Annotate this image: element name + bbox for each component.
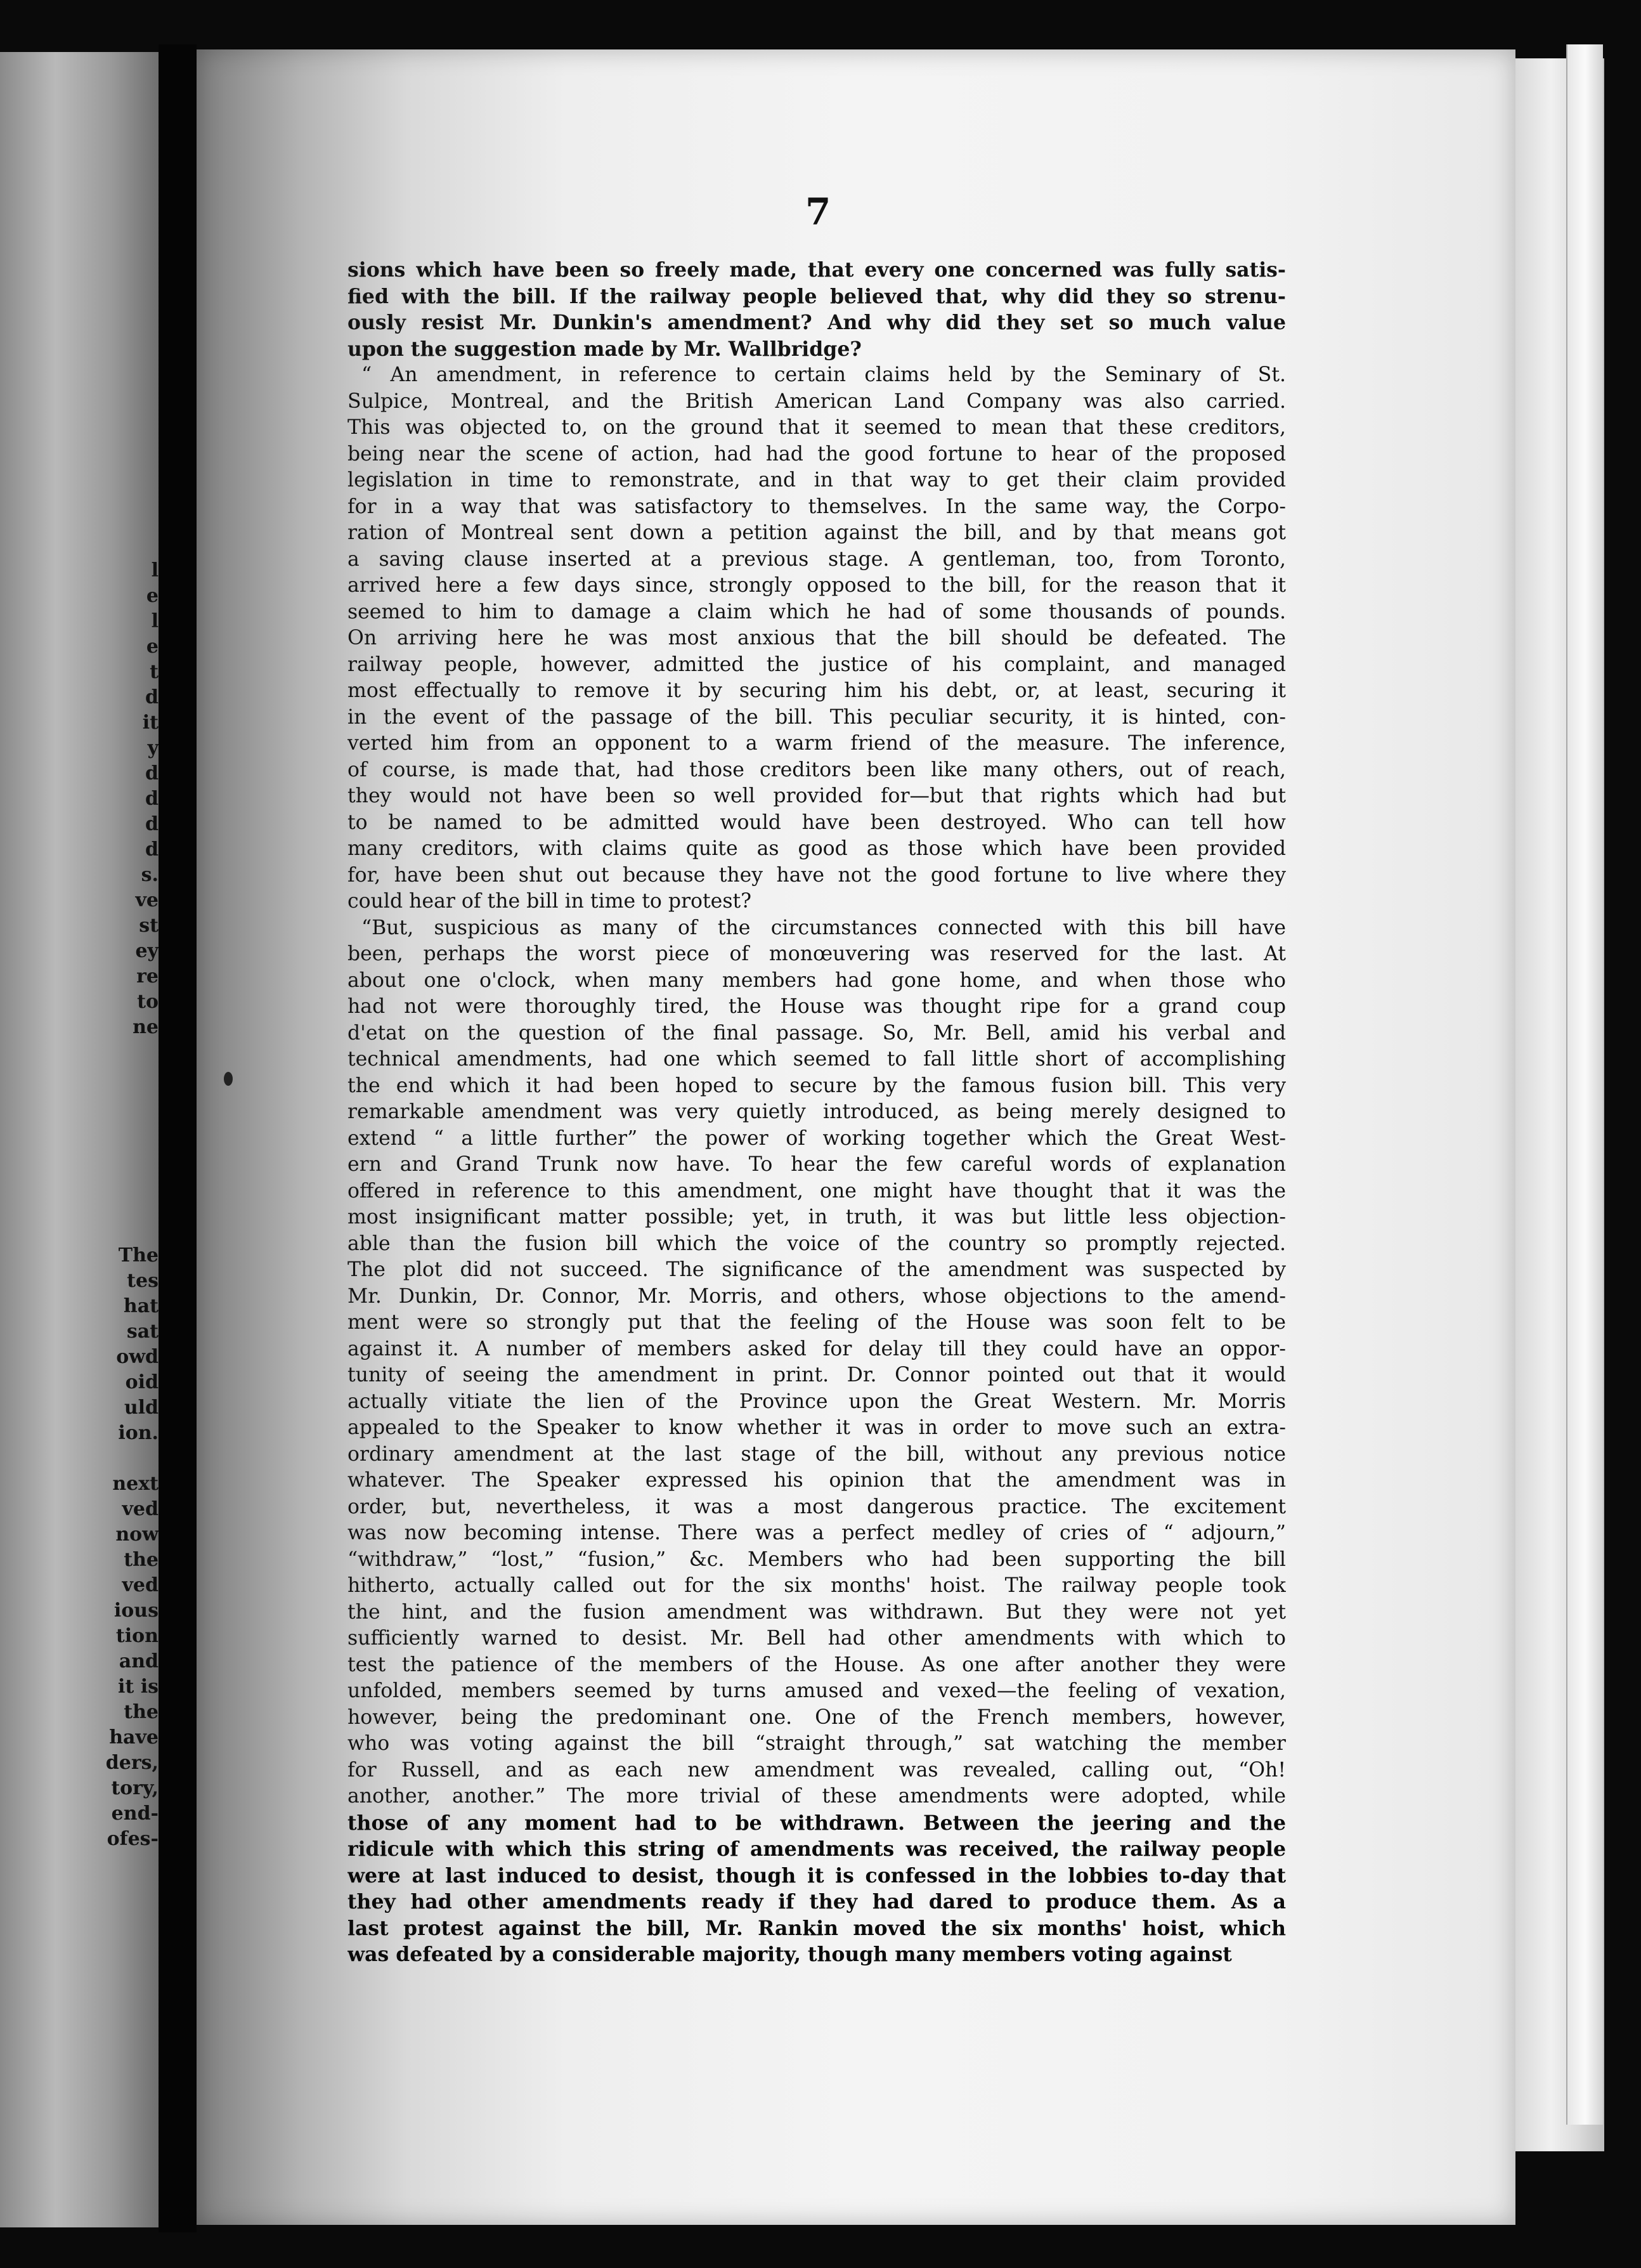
facing-page-fragment xyxy=(95,1167,159,1192)
facing-page-fragment xyxy=(95,1040,159,1066)
text-line: who was voting against the bill “straight through,” sat watching the member xyxy=(347,1732,1286,1755)
facing-page-fragment: hat xyxy=(123,1295,159,1317)
text-line: d'etat on the question of the final passage. So, Mr. Bell, amid his verbal and xyxy=(347,1021,1286,1045)
facing-page-fragment xyxy=(95,1142,159,1167)
text-line: those of any moment had to be withdrawn. Between the jeering and the xyxy=(347,1811,1286,1835)
facing-page-fragment: it xyxy=(142,712,159,734)
text-line: actually vitiate the lien of the Province upon the Great Western. Mr. Morris xyxy=(347,1390,1286,1413)
facing-page-fragment: sat xyxy=(126,1320,159,1343)
text-line: “But, suspicious as many of the circumstances connected with this bill have xyxy=(361,916,1286,939)
paragraph xyxy=(347,362,1286,915)
text-line: to be named to be admitted would have been destroyed. Who can tell how xyxy=(347,811,1286,834)
facing-page-fragment: uld xyxy=(124,1397,159,1419)
facing-page-fragment xyxy=(95,1192,159,1218)
facing-page-fragment: to xyxy=(137,991,159,1013)
text-line: ridicule with which this string of amendments was received, the railway people xyxy=(347,1837,1286,1861)
facing-page-fragment: d xyxy=(145,788,159,810)
facing-page-fragment: ne xyxy=(133,1016,159,1038)
text-line: sions which have been so freely made, that every one concerned was fully satis- xyxy=(347,258,1286,282)
text-line: verted him from an opponent to a warm friend of the measure. The inference, xyxy=(347,732,1286,755)
text-line: another, another.” The more trivial of these amendments were adopted, while xyxy=(347,1785,1286,1808)
text-line: last protest against the bill, Mr. Rankin moved the six months' hoist, which xyxy=(347,1916,1286,1940)
text-line: ously resist Mr. Dunkin's amendment? And why did they set so much value xyxy=(347,311,1286,334)
text-line: most insignificant matter possible; yet, in truth, it was but little less objection- xyxy=(347,1206,1286,1228)
facing-page-fragment: st xyxy=(139,915,159,937)
text-line: railway people, however, admitted the justice of his complaint, and managed xyxy=(347,653,1286,676)
text-line: were at last induced to desist, though it is confessed in the lobbies to-day that xyxy=(347,1863,1286,1887)
text-line: seemed to him to damage a claim which he had of some thousands of pounds. xyxy=(347,600,1286,623)
text-line: extend “ a little further” the power of working together which the Great West- xyxy=(347,1126,1286,1150)
facing-page-fragment: ders, xyxy=(105,1752,159,1774)
facing-page-fragment: ved xyxy=(122,1498,159,1520)
text-line: arrived here a few days since, strongly opposed to the bill, for the reason that it xyxy=(347,574,1286,597)
facing-page-fragment: d xyxy=(145,838,159,861)
facing-page-fragment: tion xyxy=(115,1625,159,1647)
text-line: hitherto, actually called out for the six months' hoist. The railway people took xyxy=(347,1574,1286,1597)
article-text xyxy=(347,257,1286,1968)
text-line: being near the scene of action, had had the good fortune to hear of the proposed xyxy=(347,442,1286,466)
text-line: ordinary amendment at the last stage of the bill, without any previous notice xyxy=(347,1442,1286,1466)
facing-page-fragment: end- xyxy=(111,1802,159,1825)
facing-page-fragment: tes xyxy=(127,1270,159,1292)
text-line: ration of Montreal sent down a petition against the bill, and by that means got xyxy=(347,521,1286,544)
facing-page-fragment xyxy=(95,1218,159,1243)
text-line: whatever. The Speaker expressed his opinion that the amendment was in xyxy=(347,1469,1286,1492)
page-number: 7 xyxy=(805,190,831,233)
text-line: most effectually to remove it by securing him his debt, or, at least, securing it xyxy=(347,679,1286,702)
facing-page-fragment: and xyxy=(119,1650,159,1672)
facing-page-fragment: d xyxy=(145,762,159,785)
text-line: was now becoming intense. There was a perfect medley of cries of “ adjourn,” xyxy=(347,1522,1286,1544)
book-gutter xyxy=(159,44,197,2232)
facing-page-fragment: oid xyxy=(125,1371,159,1393)
text-line: “ An amendment, in reference to certain claims held by the Seminary of St. xyxy=(361,363,1286,386)
facing-page-fragment xyxy=(95,1116,159,1142)
facing-page-fragment: d xyxy=(145,813,159,835)
text-line: was defeated by a considerable majority, though many members voting against xyxy=(347,1943,1232,1966)
facing-page-fragment: ofes- xyxy=(107,1828,159,1850)
text-line: been, perhaps the worst piece of monœuvering was reserved for the last. At xyxy=(347,942,1286,965)
text-line: for Russell, and as each new amendment was revealed, calling out, “Oh! xyxy=(347,1758,1286,1782)
text-line: they had other amendments ready if they had dared to produce them. As a xyxy=(347,1890,1286,1913)
text-line: This was objected to, on the ground that it seemed to mean that these creditors, xyxy=(347,416,1286,439)
facing-page-fragment: ion. xyxy=(118,1422,159,1444)
text-line: The plot did not succeed. The significance of the amendment was suspected by xyxy=(347,1258,1286,1281)
facing-page-fragment: t xyxy=(150,661,159,683)
text-line: however, being the predominant one. One of the French members, however, xyxy=(347,1705,1286,1729)
text-line: test the patience of the members of the House. As one after another they were xyxy=(347,1653,1286,1676)
text-line: tunity of seeing the amendment in print. Dr. Connor pointed out that it would xyxy=(347,1364,1286,1386)
facing-page-fragment: re xyxy=(136,965,159,987)
facing-page-fragment: the xyxy=(124,1549,159,1571)
text-line: for, have been shut out because they have not the good fortune to live where they xyxy=(347,863,1286,887)
facing-page-fragment: it is xyxy=(118,1676,159,1698)
text-line: ment were so strongly put that the feeling of the House was soon felt to be xyxy=(347,1311,1286,1334)
facing-page-fragment: e xyxy=(146,635,159,658)
facing-page-fragment: e xyxy=(146,585,159,607)
text-line: able than the fusion bill which the voice of the country so promptly rejected. xyxy=(347,1232,1286,1255)
facing-page-text-fragments xyxy=(95,558,159,1953)
text-line: ern and Grand Trunk now have. To hear the few careful words of explanation xyxy=(347,1153,1286,1176)
text-line: Sulpice, Montreal, and the British American Land Company was also carried. xyxy=(347,389,1286,413)
facing-page-fragment: the xyxy=(124,1701,159,1723)
text-line: had not were thoroughly tired, the House was thought ripe for a grand coup xyxy=(347,995,1286,1018)
facing-page-fragment xyxy=(95,1446,159,1471)
facing-page-fragment: d xyxy=(145,686,159,708)
facing-page-fragment: now xyxy=(115,1523,159,1546)
facing-page-fragment: tory, xyxy=(111,1777,159,1799)
facing-page-fragment: owd xyxy=(116,1346,159,1368)
text-line: order, but, nevertheless, it was a most dangerous practice. The excitement xyxy=(347,1495,1286,1518)
facing-page-fragment: have xyxy=(109,1726,159,1749)
page-edge-stack xyxy=(1566,44,1603,2125)
facing-page-fragment: The xyxy=(118,1244,159,1267)
text-line: could hear of the bill in time to protest? xyxy=(347,890,752,913)
facing-page-fragment: l xyxy=(151,559,159,582)
text-line: in the event of the passage of the bill. This peculiar security, it is hinted, con- xyxy=(347,705,1286,729)
text-line: sufficiently warned to desist. Mr. Bell had other amendments with which to xyxy=(347,1627,1286,1650)
facing-page-fragment: l xyxy=(151,610,159,632)
facing-page-fragment: ey xyxy=(135,940,159,962)
text-line: about one o'clock, when many members had gone home, and when those who xyxy=(347,968,1286,992)
facing-page-fragment: s. xyxy=(141,864,159,886)
text-line: legislation in time to remonstrate, and in that way to get their claim provided xyxy=(347,469,1286,492)
text-line: “withdraw,” “lost,” “fusion,” &c. Members who had been supporting the bill xyxy=(347,1548,1286,1571)
facing-page-fragment xyxy=(95,1066,159,1091)
facing-page-fragment: ved xyxy=(122,1574,159,1596)
text-line: they would not have been so well provided for—but that rights which had but xyxy=(347,785,1286,807)
text-line: a saving clause inserted at a previous stage. A gentleman, too, from Toronto, xyxy=(347,547,1286,571)
facing-page-fragment: next xyxy=(112,1473,159,1495)
facing-page-fragment: ve xyxy=(135,889,159,911)
text-line: offered in reference to this amendment, one might have thought that it was the xyxy=(347,1179,1286,1202)
text-line: the end which it had been hoped to secure by the famous fusion bill. This very xyxy=(347,1074,1286,1097)
text-line: On arriving here he was most anxious that the bill should be defeated. The xyxy=(347,627,1286,649)
ink-spot xyxy=(224,1072,233,1086)
text-line: remarkable amendment was very quietly introduced, as being merely designed to xyxy=(347,1100,1286,1123)
facing-page-fragment: ious xyxy=(114,1600,159,1622)
text-line: many creditors, with claims quite as good as those which have been provided xyxy=(347,837,1286,860)
text-line: fied with the bill. If the railway people believed that, why did they so strenu- xyxy=(347,284,1286,308)
facing-page-fragment: y xyxy=(147,737,159,759)
text-line: the hint, and the fusion amendment was withdrawn. But they were not yet xyxy=(347,1600,1286,1624)
text-line: unfolded, members seemed by turns amused and vexed—the feeling of vexation, xyxy=(347,1679,1286,1702)
paragraph xyxy=(347,915,1286,1968)
text-line: against it. A number of members asked for delay till they could have an oppor- xyxy=(347,1337,1286,1360)
facing-page-fragment xyxy=(95,1091,159,1116)
paragraph xyxy=(347,257,1286,362)
text-line: upon the suggestion made by Mr. Wallbridge? xyxy=(347,337,862,361)
text-line: appealed to the Speaker to know whether it was in order to move such an extra- xyxy=(347,1416,1286,1439)
text-line: for in a way that was satisfactory to themselves. In the same way, the Corpo- xyxy=(347,495,1286,518)
text-line: of course, is made that, had those creditors been like many others, out of reach, xyxy=(347,758,1286,781)
text-line: Mr. Dunkin, Dr. Connor, Mr. Morris, and others, whose objections to the amend- xyxy=(347,1284,1286,1308)
text-line: technical amendments, had one which seemed to fall little short of accomplishing xyxy=(347,1048,1286,1071)
